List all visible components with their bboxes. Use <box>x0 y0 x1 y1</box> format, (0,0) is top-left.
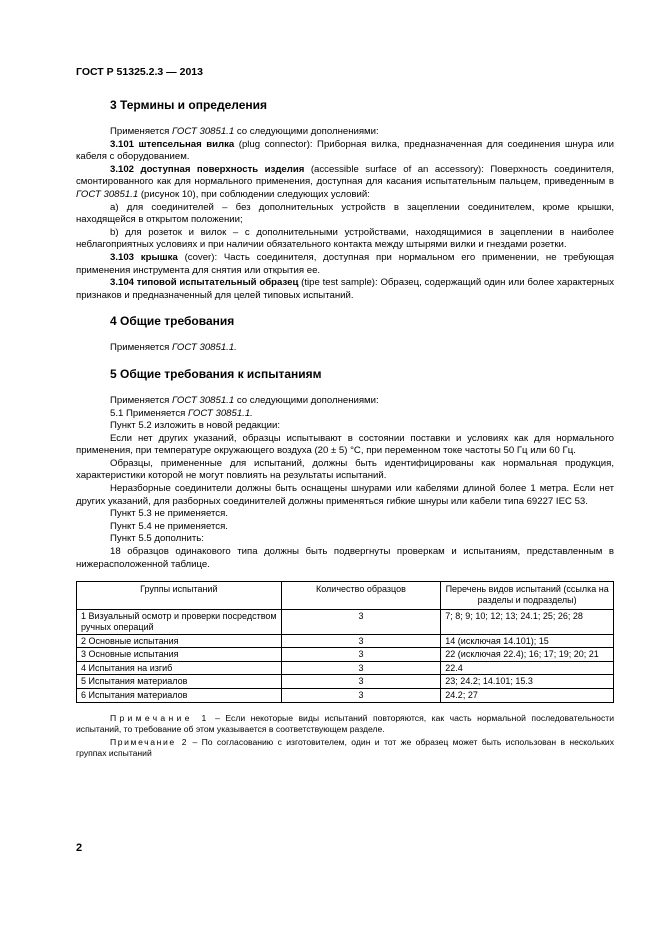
section-5-heading: 5 Общие требования к испытаниям <box>110 366 322 381</box>
table-cell-count: 3 <box>281 648 441 662</box>
table-cell-tests: 22 (исключая 22.4); 16; 17; 19; 20; 21 <box>441 648 614 662</box>
table-cell-tests: 7; 8; 9; 10; 12; 13; 24.1; 25; 26; 28 <box>441 610 614 634</box>
page-content <box>76 98 614 759</box>
test-groups-table <box>76 581 614 702</box>
table-header-row <box>77 582 614 610</box>
table-cell-tests: 14 (исключая 14.101); 15 <box>441 634 614 648</box>
table-header-tests: Перечень видов испытаний (ссылка на разделы и подразделы) <box>441 582 614 610</box>
table-row <box>77 675 614 689</box>
page-number: 2 <box>76 842 83 854</box>
term-3-104: 3.104 типовой испытательный образец (tipe test sample): Образец, содержащий один или более характерных признаков и предназначенный для целей типовых испытаний. <box>76 277 614 301</box>
note-1: Примечание 1 – Если некоторые виды испытаний повторяются, как часть нормальной последовательности испытаний, то требование об этом указывается в соответствующем разделе. <box>76 712 614 734</box>
table-row <box>77 648 614 662</box>
table-cell-count: 3 <box>281 610 441 634</box>
term-3-101: 3.101 штепсельная вилка (plug connector): Приборная вилка, предназначенная для соединения шнура или кабеля с оборудованием. <box>76 138 614 163</box>
table-cell-tests: 23; 24.2; 14.101; 15.3 <box>441 675 614 689</box>
clause-5-2-para-c: Неразборные соединители должны быть оснащены шнурами или кабелями длиной более 1 метра. Если нет других указаний, для разборных соединителей должны применяться гибкие шнуры или кабели типа 69227 IEC 53. <box>76 483 614 507</box>
table-row <box>77 661 614 675</box>
table-row <box>77 634 614 648</box>
table-header-groups: Группы испытаний <box>77 582 282 610</box>
clause-5-2: Пункт 5.2 изложить в новой редакции: <box>110 420 280 432</box>
clause-5-5-para: 18 образцов одинакового типа должны быть подвергнуты проверкам и испытаниям, представленным в нижерасположенной таблице. <box>76 546 614 570</box>
section-4-heading: 4 Общие требования <box>110 314 235 329</box>
table-cell-group: 2 Основные испытания <box>77 634 282 648</box>
table-cell-group: 4 Испытания на изгиб <box>77 661 282 675</box>
clause-5-3: Пункт 5.3 не применяется. <box>110 508 228 520</box>
table-cell-count: 3 <box>281 675 441 689</box>
table-cell-group: 1 Визуальный осмотр и проверки посредством ручных операций <box>77 610 282 634</box>
table-row <box>77 688 614 702</box>
table-cell-group: 6 Испытания материалов <box>77 688 282 702</box>
section-4-text: Применяется ГОСТ 30851.1. <box>110 342 237 354</box>
table-cell-count: 3 <box>281 688 441 702</box>
table-cell-group: 3 Основные испытания <box>77 648 282 662</box>
clause-5-1: 5.1 Применяется ГОСТ 30851.1. <box>110 407 253 419</box>
clause-5-5: Пункт 5.5 дополнить: <box>110 533 204 545</box>
term-3-103: 3.103 крышка (cover): Часть соединителя, доступная при нормальном его применении, не требующая применения инструмента для снятия или открытия ее. <box>76 251 614 276</box>
table-cell-count: 3 <box>281 634 441 648</box>
term-3-102: 3.102 доступная поверхность изделия (accessible surface of an accessory): Поверхность соединителя, смонтированного как для нормального применения, доступная для касания испытательным пальцем, приведенным в ГОСТ 30851.1 (рисунок 10), при соблюдении следующих условий: <box>76 163 615 200</box>
section-3-intro: Применяется ГОСТ 30851.1 со следующими дополнениями: <box>110 126 379 137</box>
table-cell-tests: 24.2; 27 <box>441 688 614 702</box>
clause-5-2-para-b: Образцы, примененные для испытаний, должны быть идентифицированы как нормальная продукция, характеристики которой не могут повлиять на результаты испытаний. <box>76 457 614 482</box>
section-5-intro: Применяется ГОСТ 30851.1 со следующими дополнениями: <box>110 394 379 406</box>
clause-5-4: Пункт 5.4 не применяется. <box>110 520 228 532</box>
table-cell-count: 3 <box>281 661 441 675</box>
table-cell-group: 5 Испытания материалов <box>77 675 282 689</box>
note-2: Примечание 2 – По согласованию с изготовителем, один и тот же образец может быть использован в нескольких группах испытаний <box>76 736 615 758</box>
term-3-102-item-a: а) для соединителей – без дополнительных устройств в зацеплении соединителем, кроме крышки, находящейся в открытом положении; <box>76 201 614 226</box>
table-row <box>77 610 614 634</box>
table-header-count: Количество образцов <box>281 582 441 610</box>
section-3-heading: 3 Термины и определения <box>110 98 268 112</box>
document-header: ГОСТ Р 51325.2.3 — 2013 <box>76 66 203 78</box>
term-3-102-item-b: b) для розеток и вилок – с дополнительными устройствами, находящимися в зацеплении в наиболее неблагоприятных условиях и при наличии обязательного контакта между штырями вилки и гнездами розетки. <box>76 226 614 251</box>
table-cell-tests: 22.4 <box>441 661 614 675</box>
clause-5-2-para-a: Если нет других указаний, образцы испытывают в состоянии поставки и условиях как для нормального применения, при температуре окружающего воздуха (20 ± 5) °С, при переменном токе частоты 50 Гц или 60 Гц. <box>76 432 614 457</box>
